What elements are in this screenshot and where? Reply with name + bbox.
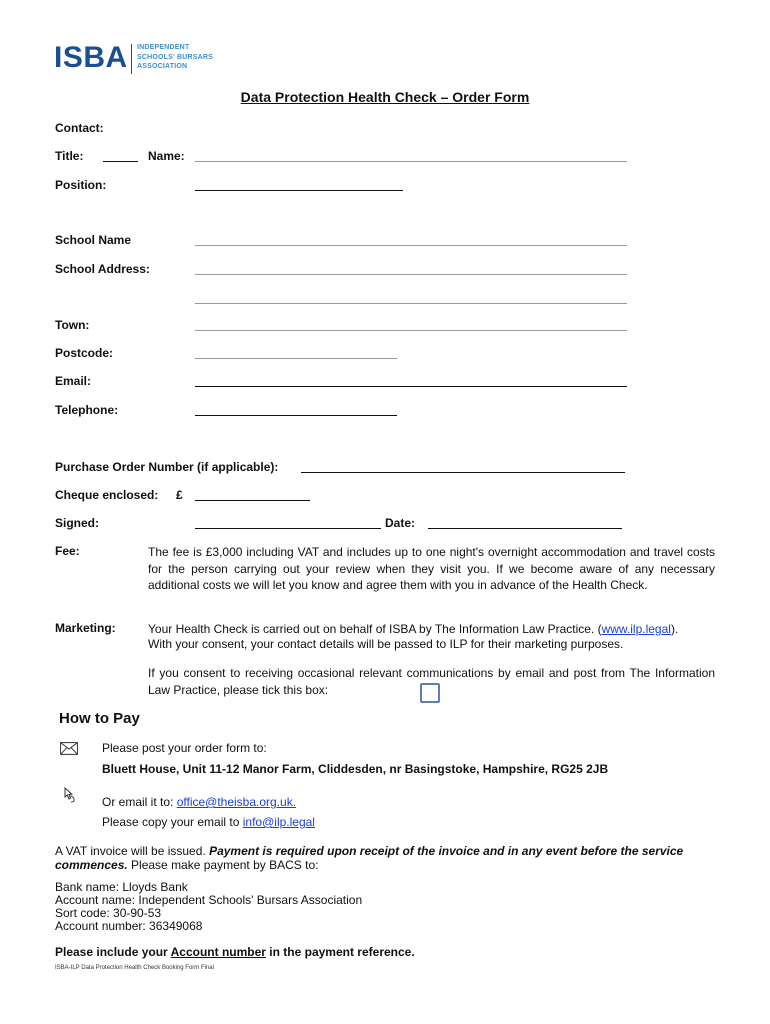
vat-payment-terms: Payment is required upon receipt of the invoice and in any event before the service commences.	[55, 844, 684, 872]
school-address-field-2[interactable]	[195, 303, 627, 304]
post-address: Bluett House, Unit 11-12 Manor Farm, Cliddesden, nr Basingstoke, Hampshire, RG25 2JB	[102, 762, 609, 776]
bank-account-name: Account name: Independent Schools' Bursars Association	[55, 893, 363, 907]
title-label: Title:	[55, 149, 84, 163]
position-field[interactable]	[195, 190, 403, 191]
town-field[interactable]	[195, 330, 627, 331]
email-prefix: Or email it to:	[102, 795, 177, 809]
telephone-label: Telephone:	[55, 403, 119, 417]
vat-paragraph	[55, 845, 715, 872]
logo-sub-line-1: INDEPENDENT	[137, 44, 190, 51]
title-field[interactable]	[103, 161, 138, 162]
bank-name: Bank name: Lloyds Bank	[55, 880, 188, 894]
bank-details	[55, 881, 362, 933]
date-field[interactable]	[428, 528, 622, 529]
signed-label: Signed:	[55, 516, 99, 530]
name-label: Name:	[148, 149, 185, 163]
marketing-consent-checkbox[interactable]	[420, 683, 440, 703]
postcode-label: Postcode:	[55, 346, 114, 360]
bank-sort-code: Sort code: 30-90-53	[55, 906, 162, 920]
position-label: Position:	[55, 178, 107, 192]
purchase-order-field[interactable]	[301, 472, 625, 473]
marketing-label: Marketing:	[55, 621, 116, 635]
marketing-consent-text: If you consent to receiving occasional relevant communications by email and post from The Information Law Practice, please tick this box:	[148, 666, 715, 697]
school-name-label: School Name	[55, 233, 132, 247]
cheque-amount-field[interactable]	[195, 500, 310, 501]
marketing-text-1-end: ).	[670, 622, 679, 636]
isba-logo: ISBA	[54, 41, 128, 74]
office-email-link[interactable]: office@theisba.org.uk.	[176, 795, 297, 809]
contact-label: Contact:	[55, 121, 104, 135]
marketing-text	[148, 621, 723, 638]
school-address-field-1[interactable]	[195, 274, 627, 275]
logo-sub-line-3: ASSOCIATION	[137, 63, 188, 70]
logo-divider	[131, 44, 132, 74]
cheque-label: Cheque enclosed:	[55, 488, 159, 502]
email-label: Email:	[55, 374, 92, 388]
reference-underlined: Account number	[170, 945, 266, 959]
how-to-pay-heading: How to Pay	[59, 710, 140, 727]
bank-account-number: Account number: 36349068	[55, 919, 203, 933]
fee-label: Fee:	[55, 544, 80, 558]
signature-field[interactable]	[195, 528, 381, 529]
reference-suffix: in the payment reference.	[265, 945, 415, 959]
envelope-icon	[60, 742, 78, 755]
marketing-consent-info: With your consent, your contact details will be passed to ILP for their marketing purposes.	[148, 637, 624, 651]
vat-suffix: Please make payment by BACS to:	[127, 857, 319, 872]
reference-prefix: Please include your	[55, 945, 171, 959]
purchase-order-label: Purchase Order Number (if applicable):	[55, 460, 279, 474]
postcode-field[interactable]	[195, 358, 397, 359]
name-field[interactable]	[195, 161, 627, 162]
ilp-email-link[interactable]: info@ilp.legal	[242, 815, 315, 829]
post-instruction: Please post your order form to:	[102, 741, 267, 755]
mouse-pointer-icon	[60, 787, 78, 803]
logo-subtitle	[137, 43, 213, 72]
footer-text: ISBA-ILP Data Protection Health Check Booking Form Final	[55, 965, 214, 971]
copy-prefix: Please copy your email to	[102, 815, 243, 829]
copy-instruction	[102, 815, 315, 829]
vat-prefix: A VAT invoice will be issued.	[55, 844, 210, 858]
email-instruction	[102, 795, 296, 809]
pound-sign: £	[176, 488, 183, 502]
email-field[interactable]	[195, 386, 627, 387]
page-title: Data Protection Health Check – Order Form	[240, 89, 530, 105]
logo-sub-line-2: SCHOOLS' BURSARS	[137, 53, 214, 61]
ilp-website-link[interactable]: www.ilp.legal	[601, 622, 671, 636]
school-name-field[interactable]	[195, 245, 627, 246]
payment-reference-note	[55, 945, 415, 959]
fee-text: The fee is £3,000 including VAT and includes up to one night's overnight accommodation and travel costs for the person carrying out your review when they visit you. If we become aware of any necessary additional costs we will let you know and agree them with you in advance of the Health Check.	[148, 545, 715, 592]
telephone-field[interactable]	[195, 415, 397, 416]
date-label: Date:	[385, 516, 416, 530]
marketing-text-1: Your Health Check is carried out on behalf of ISBA by The Information Law Practice. (	[148, 622, 602, 636]
town-label: Town:	[55, 318, 90, 332]
school-address-label: School Address:	[55, 262, 150, 276]
